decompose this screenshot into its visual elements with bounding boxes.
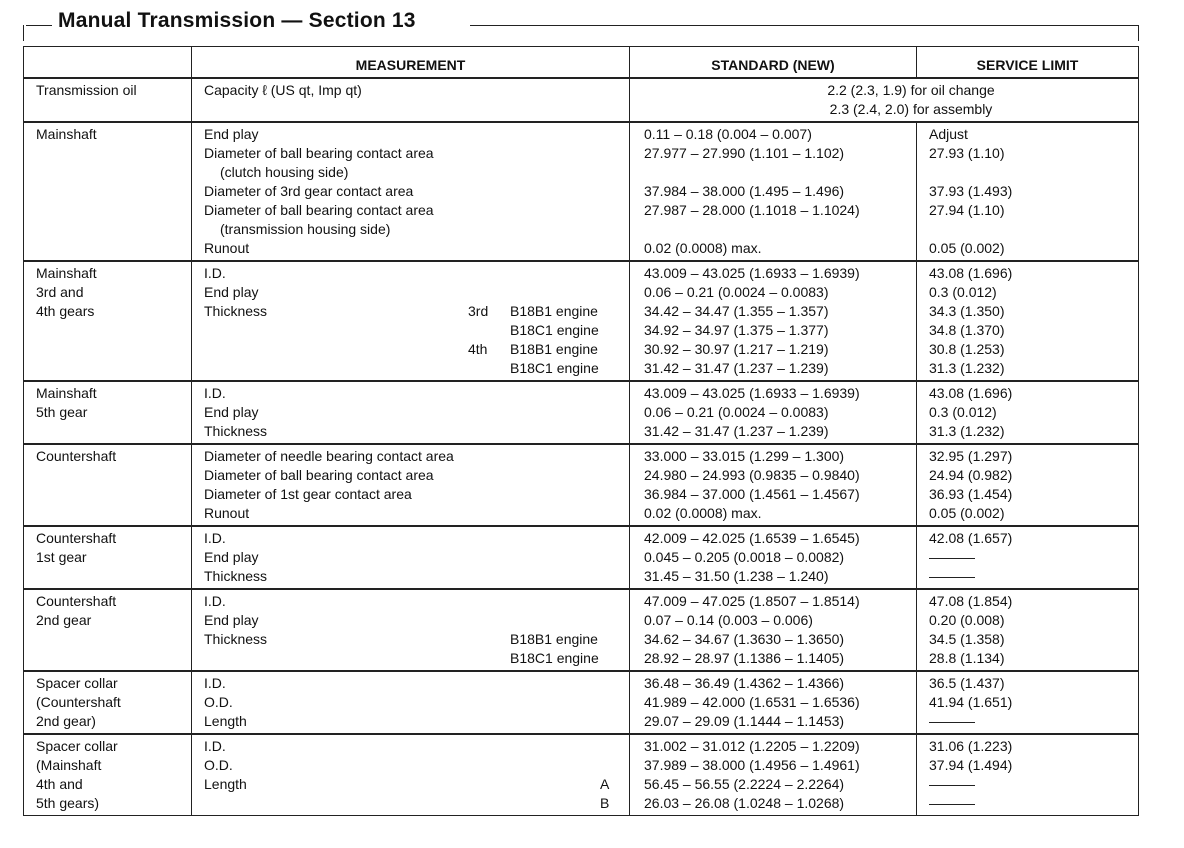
- row-mainshaft-3rd-4th: [24, 261, 1139, 381]
- limit-value: 41.94 (1.651): [929, 694, 1013, 710]
- limit-value: 0.05 (0.002): [929, 240, 1005, 256]
- side-label: B: [600, 795, 610, 811]
- standard-cell: [630, 122, 917, 261]
- spec-table: [23, 46, 1139, 816]
- measurement-label: O.D.: [204, 757, 233, 773]
- standard-value: 0.06 – 0.21 (0.0024 – 0.0083): [644, 284, 829, 300]
- limit-value: 0.3 (0.012): [929, 404, 997, 420]
- measurement-label: Capacity ℓ (US qt, Imp qt): [204, 82, 362, 98]
- measurement-label: Diameter of 3rd gear contact area: [204, 183, 414, 199]
- standard-value: 34.92 – 34.97 (1.375 – 1.377): [644, 322, 829, 338]
- engine-label: B18B1 engine: [510, 303, 598, 319]
- standard-value: 0.06 – 0.21 (0.0024 – 0.0083): [644, 404, 829, 420]
- engine-label: B18B1 engine: [510, 341, 598, 357]
- item-mainshaft: Mainshaft: [24, 122, 192, 261]
- limit-value: 31.3 (1.232): [929, 360, 1005, 376]
- limit-cell: [917, 261, 1139, 381]
- standard-cell: [630, 381, 917, 444]
- measurement-label: Thickness: [204, 303, 268, 319]
- measurement-cell: [192, 78, 630, 122]
- measurement-cell: [192, 671, 630, 734]
- standard-value: 31.42 – 31.47 (1.237 – 1.239): [644, 360, 829, 376]
- standard-cell: [630, 671, 917, 734]
- limit-value: 31.06 (1.223): [929, 738, 1013, 754]
- limit-value: 34.3 (1.350): [929, 303, 1005, 319]
- limit-value: 43.08 (1.696): [929, 385, 1013, 401]
- standard-cell: [630, 589, 917, 671]
- limit-value: 47.08 (1.854): [929, 593, 1013, 609]
- measurement-cell: [192, 261, 630, 381]
- row-countershaft: [24, 444, 1139, 526]
- measurement-label: I.D.: [204, 675, 226, 691]
- limit-value: 37.93 (1.493): [929, 183, 1013, 199]
- limit-value: 34.8 (1.370): [929, 322, 1005, 338]
- measurement-label: Length: [204, 713, 247, 729]
- standard-value: 0.02 (0.0008) max.: [644, 505, 762, 521]
- item-countershaft-1st: Countershaft 1st gear: [24, 526, 192, 589]
- row-transmission-oil: [24, 78, 1139, 122]
- standard-value: 30.92 – 30.97 (1.217 – 1.219): [644, 341, 829, 357]
- limit-value: 28.8 (1.134): [929, 650, 1005, 666]
- limit-cell: [917, 589, 1139, 671]
- standard-value: 42.009 – 42.025 (1.6539 – 1.6545): [644, 530, 860, 546]
- standard-cell: [630, 526, 917, 589]
- standard-cell: [630, 261, 917, 381]
- standard-cell: [630, 444, 917, 526]
- no-limit-dash: [929, 558, 975, 559]
- measurement-label: Diameter of ball bearing contact area: [204, 202, 434, 218]
- item-mainshaft-3rd-4th: Mainshaft 3rd and 4th gears: [24, 261, 192, 381]
- no-limit-dash: [929, 804, 975, 805]
- page-title: Manual Transmission — Section 13: [58, 9, 416, 32]
- limit-value: 0.3 (0.012): [929, 284, 997, 300]
- item-countershaft-2nd: Countershaft 2nd gear: [24, 589, 192, 671]
- measurement-label: (transmission housing side): [220, 221, 391, 237]
- measurement-cell: [192, 734, 630, 816]
- measurement-cell: [192, 589, 630, 671]
- measurement-label: End play: [204, 284, 259, 300]
- title-rule-right: [470, 25, 1138, 26]
- limit-value: 24.94 (0.982): [929, 467, 1013, 483]
- measurement-label: End play: [204, 126, 259, 142]
- measurement-cell: [192, 444, 630, 526]
- gear-label: 4th: [468, 341, 488, 357]
- measurement-label: (clutch housing side): [220, 164, 349, 180]
- standard-value: 26.03 – 26.08 (1.0248 – 1.0268): [644, 795, 845, 811]
- standard-value: 0.045 – 0.205 (0.0018 – 0.0082): [644, 549, 845, 565]
- standard-value: 0.11 – 0.18 (0.004 – 0.007): [644, 126, 812, 142]
- limit-value: 0.05 (0.002): [929, 505, 1005, 521]
- standard-value: 31.002 – 31.012 (1.2205 – 1.2209): [644, 738, 860, 754]
- measurement-label: Thickness: [204, 423, 268, 439]
- standard-value: 31.42 – 31.47 (1.237 – 1.239): [644, 423, 829, 439]
- measurement-label: Diameter of ball bearing contact area: [204, 467, 434, 483]
- standard-value: 43.009 – 43.025 (1.6933 – 1.6939): [644, 385, 860, 401]
- measurement-label: End play: [204, 404, 259, 420]
- standard-value: 27.977 – 27.990 (1.101 – 1.102): [644, 145, 845, 161]
- item-spacer-mainshaft: Spacer collar (Mainshaft 4th and 5th gears): [24, 734, 192, 816]
- measurement-label: Thickness: [204, 568, 268, 584]
- standard-value: 47.009 – 47.025 (1.8507 – 1.8514): [644, 593, 860, 609]
- capacity-value-cell: [630, 78, 1139, 122]
- row-spacer-countershaft: [24, 671, 1139, 734]
- measurement-label: Diameter of needle bearing contact area: [204, 448, 454, 464]
- measurement-label: End play: [204, 612, 259, 628]
- title-rule-left: [26, 25, 52, 26]
- limit-value: 36.93 (1.454): [929, 486, 1013, 502]
- no-limit-dash: [929, 577, 975, 578]
- item-transmission-oil: Transmission oil: [24, 78, 192, 122]
- measurement-label: Runout: [204, 240, 250, 256]
- limit-value: Adjust: [929, 126, 968, 142]
- measurement-label: I.D.: [204, 738, 226, 754]
- measurement-label: O.D.: [204, 694, 233, 710]
- measurement-cell: [192, 381, 630, 444]
- standard-value: 31.45 – 31.50 (1.238 – 1.240): [644, 568, 829, 584]
- limit-value: 42.08 (1.657): [929, 530, 1013, 546]
- limit-value: 27.94 (1.10): [929, 202, 1005, 218]
- limit-value: 27.93 (1.10): [929, 145, 1005, 161]
- engine-label: B18C1 engine: [510, 650, 599, 666]
- measurement-label: I.D.: [204, 265, 226, 281]
- engine-label: B18C1 engine: [510, 360, 599, 376]
- limit-cell: [917, 734, 1139, 816]
- side-label: A: [600, 776, 610, 792]
- header-measurement: MEASUREMENT: [192, 47, 630, 79]
- no-limit-dash: [929, 785, 975, 786]
- measurement-label: I.D.: [204, 530, 226, 546]
- measurement-label: I.D.: [204, 593, 226, 609]
- frame-right: [1138, 25, 1139, 41]
- standard-value: 0.02 (0.0008) max.: [644, 240, 762, 256]
- limit-value: 32.95 (1.297): [929, 448, 1013, 464]
- capacity-assembly: 2.3 (2.4, 2.0) for assembly: [829, 101, 993, 117]
- header-row: [24, 47, 1139, 79]
- standard-value: 36.48 – 36.49 (1.4362 – 1.4366): [644, 675, 845, 691]
- measurement-label: Length: [204, 776, 247, 792]
- standard-value: 37.989 – 38.000 (1.4956 – 1.4961): [644, 757, 860, 773]
- standard-value: 56.45 – 56.55 (2.2224 – 2.2264): [644, 776, 845, 792]
- header-item: [24, 47, 192, 79]
- measurement-label: Runout: [204, 505, 250, 521]
- measurement-label: End play: [204, 549, 259, 565]
- standard-value: 43.009 – 43.025 (1.6933 – 1.6939): [644, 265, 860, 281]
- limit-cell: [917, 671, 1139, 734]
- capacity-oil-change: 2.2 (2.3, 1.9) for oil change: [827, 82, 995, 98]
- standard-value: 27.987 – 28.000 (1.1018 – 1.1024): [644, 202, 860, 218]
- limit-value: 30.8 (1.253): [929, 341, 1005, 357]
- standard-value: 33.000 – 33.015 (1.299 – 1.300): [644, 448, 845, 464]
- measurement-cell: [192, 122, 630, 261]
- item-countershaft: Countershaft: [24, 444, 192, 526]
- standard-value: 0.07 – 0.14 (0.003 – 0.006): [644, 612, 813, 628]
- limit-cell: [917, 122, 1139, 261]
- standard-value: 28.92 – 28.97 (1.1386 – 1.1405): [644, 650, 845, 666]
- row-countershaft-2nd: [24, 589, 1139, 671]
- standard-value: 36.984 – 37.000 (1.4561 – 1.4567): [644, 486, 860, 502]
- limit-value: 34.5 (1.358): [929, 631, 1005, 647]
- row-spacer-mainshaft: [24, 734, 1139, 816]
- limit-value: 0.20 (0.008): [929, 612, 1005, 628]
- row-countershaft-1st: [24, 526, 1139, 589]
- engine-label: B18C1 engine: [510, 322, 599, 338]
- measurement-label: I.D.: [204, 385, 226, 401]
- limit-cell: [917, 526, 1139, 589]
- measurement-cell: [192, 526, 630, 589]
- limit-value: 36.5 (1.437): [929, 675, 1005, 691]
- header-standard: STANDARD (NEW): [630, 47, 917, 79]
- limit-cell: [917, 381, 1139, 444]
- standard-value: 29.07 – 29.09 (1.1444 – 1.1453): [644, 713, 845, 729]
- item-spacer-countershaft: Spacer collar (Countershaft 2nd gear): [24, 671, 192, 734]
- measurement-label: Diameter of 1st gear contact area: [204, 486, 412, 502]
- standard-value: 34.42 – 34.47 (1.355 – 1.357): [644, 303, 829, 319]
- gear-label: 3rd: [468, 303, 489, 319]
- row-mainshaft-5th: [24, 381, 1139, 444]
- header-service-limit: SERVICE LIMIT: [917, 47, 1139, 79]
- frame-left: [23, 25, 24, 41]
- measurement-label: Diameter of ball bearing contact area: [204, 145, 434, 161]
- no-limit-dash: [929, 722, 975, 723]
- standard-value: 37.984 – 38.000 (1.495 – 1.496): [644, 183, 845, 199]
- standard-value: 41.989 – 42.000 (1.6531 – 1.6536): [644, 694, 860, 710]
- limit-cell: [917, 444, 1139, 526]
- engine-label: B18B1 engine: [510, 631, 598, 647]
- standard-value: 24.980 – 24.993 (0.9835 – 0.9840): [644, 467, 860, 483]
- limit-value: 43.08 (1.696): [929, 265, 1013, 281]
- limit-value: 37.94 (1.494): [929, 757, 1013, 773]
- row-mainshaft: [24, 122, 1139, 261]
- measurement-label: Thickness: [204, 631, 268, 647]
- item-mainshaft-5th: Mainshaft 5th gear: [24, 381, 192, 444]
- standard-value: 34.62 – 34.67 (1.3630 – 1.3650): [644, 631, 845, 647]
- standard-cell: [630, 734, 917, 816]
- limit-value: 31.3 (1.232): [929, 423, 1005, 439]
